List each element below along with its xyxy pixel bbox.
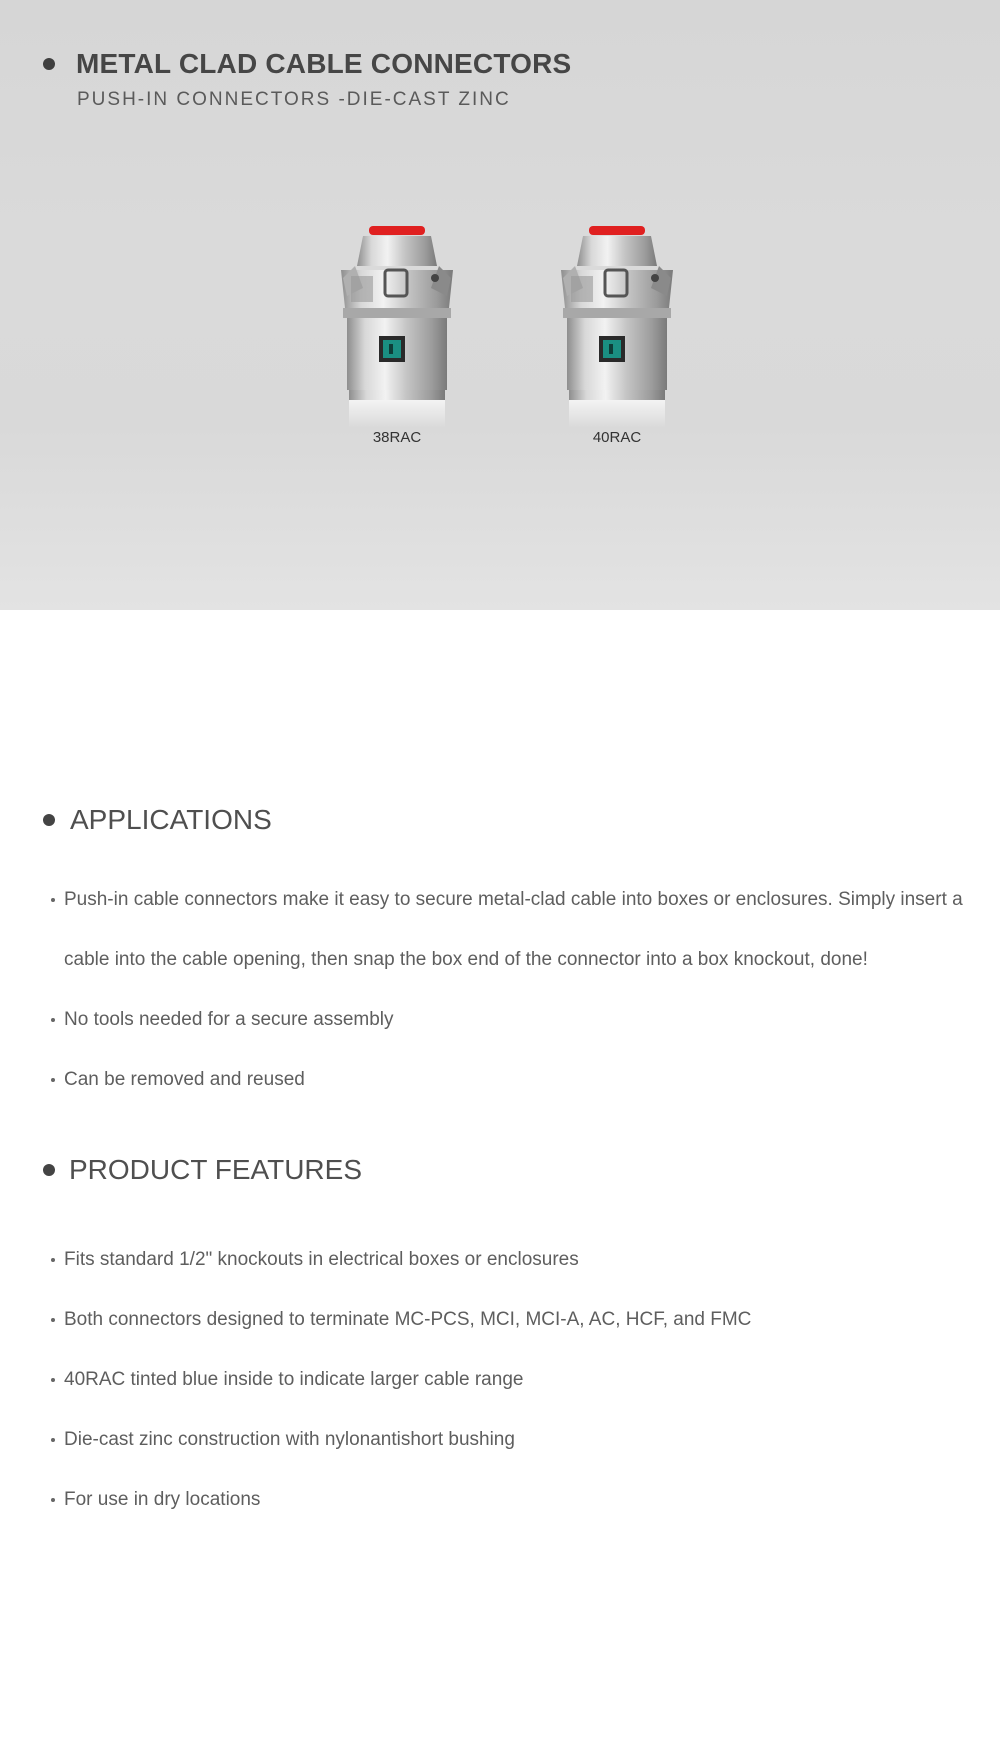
product-38rac [327,218,467,458]
list-item: Can be removed and reused [48,1050,978,1110]
connector-image [547,218,687,428]
list-item: Push-in cable connectors make it easy to secure metal-clad cable into boxes or enclosures. Simply insert a cable into the cable opening, then snap the box end of the connector into a box knockout, done! [48,870,978,990]
bullet-dot-icon [51,1378,55,1382]
title-bullet-icon [43,58,55,70]
features-bullet-icon [43,1164,55,1176]
bullet-dot-icon [51,1438,55,1442]
bullet-dot-icon [51,1078,55,1082]
features-heading: PRODUCT FEATURES [69,1154,362,1185]
list-item: Fits standard 1/2" knockouts in electrical boxes or enclosures [48,1230,978,1290]
product-label: 40RAC [592,429,642,446]
list-item: Both connectors designed to terminate MC-PCS, MCI, MCI-A, AC, HCF, and FMC [48,1290,978,1350]
list-item: Die-cast zinc construction with nylonantishort bushing [48,1410,978,1470]
applications-list [48,870,978,1110]
product-label: 38RAC [372,429,422,446]
red-bushing [589,226,645,235]
applications-bullet-icon [43,814,55,826]
list-item: For use in dry locations [48,1470,978,1530]
applications-heading: APPLICATIONS [70,804,272,835]
bullet-dot-icon [51,1258,55,1262]
bullet-dot-icon [51,1498,55,1502]
page-title: METAL CLAD CABLE CONNECTORS [76,48,572,79]
red-bushing [369,226,425,235]
product-40rac [547,218,687,458]
page-subtitle: PUSH-IN CONNECTORS -DIE-CAST ZINC [77,89,511,110]
bullet-dot-icon [51,1018,55,1022]
features-list [48,1230,978,1530]
list-item: 40RAC tinted blue inside to indicate larger cable range [48,1350,978,1410]
connector-image [327,218,467,428]
hero-banner [0,0,1000,610]
list-item: No tools needed for a secure assembly [48,990,978,1050]
bullet-dot-icon [51,1318,55,1322]
bullet-dot-icon [51,898,55,902]
